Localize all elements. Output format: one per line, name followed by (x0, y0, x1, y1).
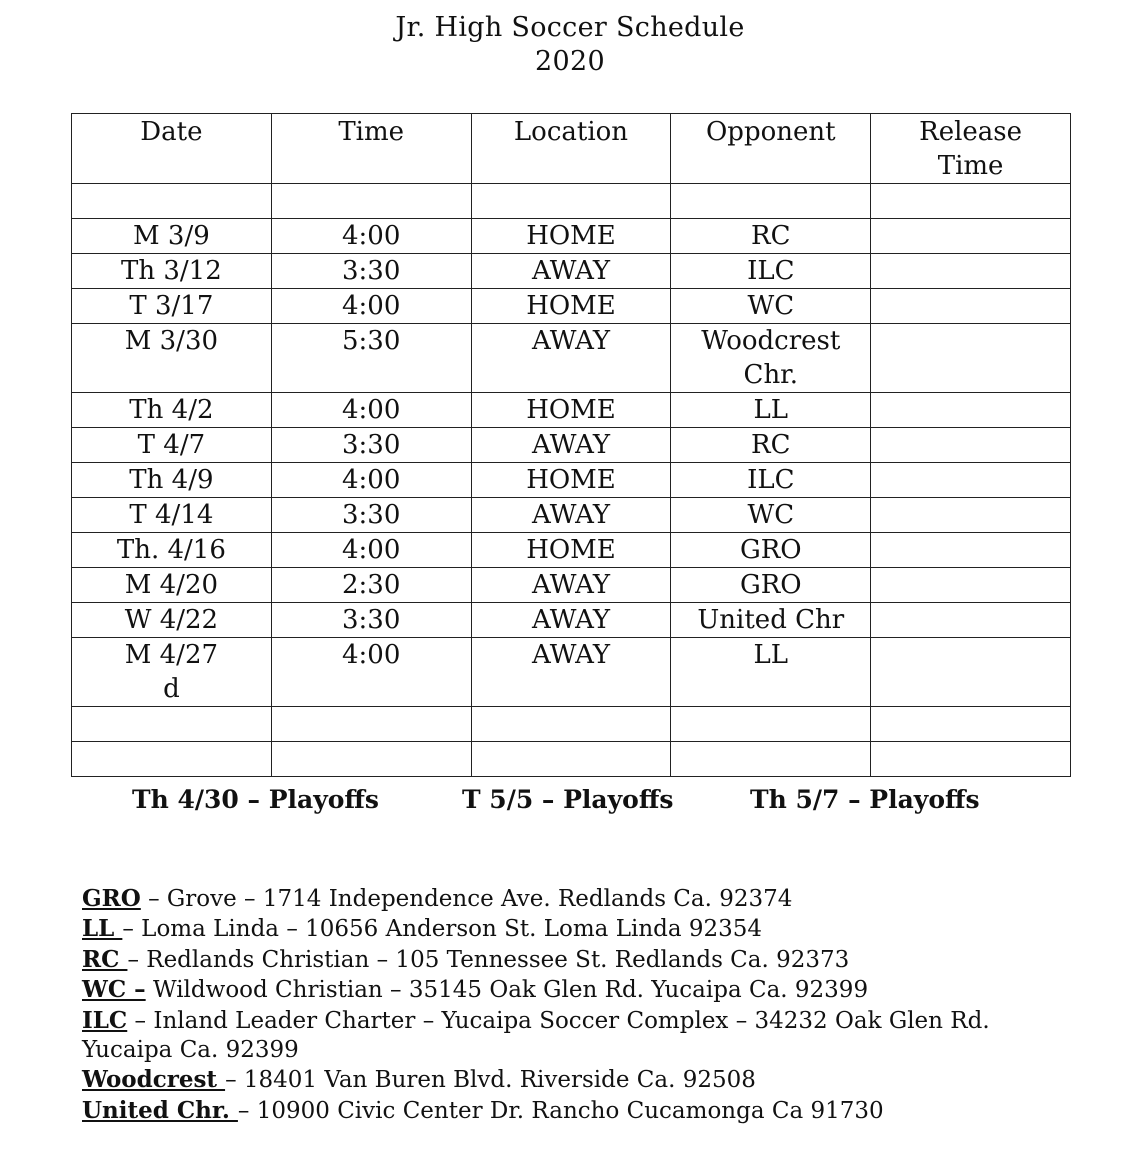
date-cell (72, 254, 272, 289)
date-cell-text: M 4/27 (124, 640, 219, 670)
release-time-cell (871, 498, 1071, 533)
empty-cell (871, 742, 1071, 777)
location-cell (471, 393, 671, 428)
school-legend (82, 884, 1082, 1126)
time-cell (271, 603, 471, 638)
opponent-cell-text: WC (747, 500, 795, 530)
playoff-note: Th 4/30 – Playoffs (132, 785, 379, 814)
date-cell (72, 498, 272, 533)
location-cell-text: AWAY (531, 256, 611, 286)
release-time-cell (871, 428, 1071, 463)
school-code: United Chr. (82, 1096, 238, 1124)
location-cell (471, 498, 671, 533)
date-header (72, 114, 272, 184)
opponent-cell-text: RC (751, 430, 791, 460)
game-row (72, 463, 1071, 498)
release-time-cell (871, 254, 1071, 289)
empty-cell (271, 707, 471, 742)
time-cell-text: 3:30 (342, 605, 401, 635)
time-cell-text: 2:30 (342, 570, 401, 600)
release-time-header (871, 114, 1071, 184)
school-code: LL (82, 915, 123, 943)
location-cell-text: AWAY (531, 570, 611, 600)
school-address: – Redlands Christian – 105 Tennessee St. Redlands Ca. 92373 (127, 946, 850, 973)
date-cell-text: T 4/7 (137, 430, 206, 460)
school-code: GRO (82, 885, 141, 912)
location-cell (471, 638, 671, 707)
time-cell (271, 533, 471, 568)
opponent-cell (671, 428, 871, 463)
empty-cell (871, 707, 1071, 742)
header-label: Release (919, 117, 1023, 147)
header-label: Date (140, 117, 203, 147)
opponent-cell (671, 533, 871, 568)
location-cell-text: AWAY (531, 605, 611, 635)
game-row (72, 254, 1071, 289)
date-cell-text: d (163, 674, 180, 704)
release-time-cell (871, 638, 1071, 707)
opponent-cell-text: ILC (747, 465, 795, 495)
opponent-cell (671, 324, 871, 393)
time-cell-text: 3:30 (342, 500, 401, 530)
legend-entry (82, 1096, 1082, 1126)
location-header (471, 114, 671, 184)
game-row (72, 638, 1071, 707)
release-time-cell (871, 533, 1071, 568)
location-cell (471, 219, 671, 254)
opponent-cell-text: GRO (739, 535, 802, 565)
page-subtitle-year: 2020 (535, 46, 605, 77)
time-cell (271, 568, 471, 603)
location-cell (471, 428, 671, 463)
location-cell (471, 324, 671, 393)
school-code: RC (82, 945, 128, 973)
legend-entry (82, 1065, 1082, 1095)
empty-cell (471, 184, 671, 219)
date-cell (72, 463, 272, 498)
date-cell (72, 324, 272, 393)
game-row (72, 533, 1071, 568)
opponent-cell-text: Woodcrest (701, 326, 841, 356)
schedule-body (72, 184, 1071, 777)
release-time-cell (871, 393, 1071, 428)
opponent-cell-text: GRO (739, 570, 802, 600)
empty-cell (471, 742, 671, 777)
schedule-table (71, 113, 1071, 777)
school-address: – 10900 Civic Center Dr. Rancho Cucamonga Ca 91730 (237, 1097, 884, 1124)
location-cell (471, 254, 671, 289)
opponent-cell (671, 219, 871, 254)
time-cell-text: 4:00 (342, 465, 401, 495)
date-cell (72, 638, 272, 707)
empty-cell (271, 742, 471, 777)
opponent-cell (671, 289, 871, 324)
school-address: Wildwood Christian – 35145 Oak Glen Rd. Yucaipa Ca. 92399 (145, 977, 869, 1004)
time-cell-text: 4:00 (342, 640, 401, 670)
time-cell-text: 4:00 (342, 535, 401, 565)
header-label: Time (937, 151, 1004, 181)
opponent-cell-text: LL (753, 395, 789, 425)
date-cell-text: M 4/20 (124, 570, 219, 600)
opponent-cell (671, 638, 871, 707)
release-time-cell (871, 568, 1071, 603)
school-address: – Inland Leader Charter – Yucaipa Soccer Complex – 34232 Oak Glen Rd. (127, 1007, 990, 1034)
game-row (72, 219, 1071, 254)
release-time-cell (871, 289, 1071, 324)
release-time-cell (871, 463, 1071, 498)
header-label: Opponent (705, 117, 836, 147)
location-cell-text: HOME (526, 535, 616, 565)
legend-entry (82, 975, 1082, 1005)
date-cell-text: M 3/30 (124, 326, 219, 356)
location-cell (471, 603, 671, 638)
location-cell-text: AWAY (531, 430, 611, 460)
date-cell (72, 393, 272, 428)
game-row (72, 498, 1071, 533)
game-row (72, 568, 1071, 603)
school-address: – Grove – 1714 Independence Ave. Redlands Ca. 92374 (140, 886, 793, 912)
date-cell-text: T 3/17 (129, 291, 214, 321)
blank-row (72, 742, 1071, 777)
page-title: Jr. High Soccer Schedule (395, 12, 745, 43)
legend-entry (82, 884, 1082, 914)
location-cell (471, 533, 671, 568)
release-time-cell (871, 219, 1071, 254)
date-cell (72, 428, 272, 463)
opponent-cell (671, 463, 871, 498)
table-header-row (72, 114, 1071, 184)
playoff-note: T 5/5 – Playoffs (462, 785, 674, 814)
date-cell-text: Th 3/12 (121, 256, 222, 286)
time-cell (271, 498, 471, 533)
empty-cell (671, 742, 871, 777)
legend-entry (82, 945, 1082, 975)
game-row (72, 603, 1071, 638)
legend-entry (82, 1006, 1082, 1036)
time-cell-text: 4:00 (342, 221, 401, 251)
empty-cell (871, 184, 1071, 219)
release-time-cell (871, 324, 1071, 393)
opponent-cell (671, 254, 871, 289)
empty-cell (72, 184, 272, 219)
empty-cell (671, 707, 871, 742)
playoff-note: Th 5/7 – Playoffs (750, 785, 980, 814)
location-cell-text: HOME (526, 465, 616, 495)
school-address: – Loma Linda – 10656 Anderson St. Loma Linda 92354 (122, 916, 763, 943)
school-code: ILC (82, 1006, 128, 1034)
opponent-cell-text: United Chr (697, 605, 845, 635)
time-cell-text: 4:00 (342, 395, 401, 425)
date-cell (72, 289, 272, 324)
opponent-cell (671, 568, 871, 603)
time-cell-text: 3:30 (342, 256, 401, 286)
game-row (72, 393, 1071, 428)
location-cell-text: HOME (526, 395, 616, 425)
school-code: Woodcrest (82, 1066, 226, 1094)
time-cell (271, 289, 471, 324)
empty-cell (72, 742, 272, 777)
school-address: Yucaipa Ca. 92399 (82, 1037, 299, 1064)
empty-cell (471, 707, 671, 742)
date-cell-text: W 4/22 (124, 605, 219, 635)
date-cell-text: T 4/14 (129, 500, 214, 530)
location-cell (471, 289, 671, 324)
school-code: WC – (82, 976, 146, 1004)
opponent-cell-text: ILC (747, 256, 795, 286)
date-cell-text: Th. 4/16 (116, 535, 226, 565)
location-cell (471, 463, 671, 498)
legend-entry (82, 1036, 1082, 1065)
time-cell (271, 219, 471, 254)
time-cell-text: 5:30 (342, 326, 401, 356)
time-cell (271, 324, 471, 393)
blank-row (72, 707, 1071, 742)
time-header (271, 114, 471, 184)
opponent-cell (671, 498, 871, 533)
opponent-cell (671, 393, 871, 428)
location-cell-text: AWAY (531, 326, 611, 356)
legend-entry (82, 914, 1082, 944)
empty-cell (72, 707, 272, 742)
opponent-cell-text: RC (751, 221, 791, 251)
location-cell-text: AWAY (531, 640, 611, 670)
game-row (72, 428, 1071, 463)
date-cell (72, 219, 272, 254)
time-cell (271, 428, 471, 463)
time-cell (271, 393, 471, 428)
header-label: Location (513, 117, 629, 147)
location-cell-text: AWAY (531, 500, 611, 530)
location-cell-text: HOME (526, 221, 616, 251)
opponent-cell-text: Chr. (743, 360, 799, 390)
header-label: Time (338, 117, 405, 147)
time-cell (271, 638, 471, 707)
game-row (72, 324, 1071, 393)
date-cell (72, 603, 272, 638)
time-cell (271, 463, 471, 498)
time-cell-text: 3:30 (342, 430, 401, 460)
date-cell (72, 568, 272, 603)
date-cell-text: M 3/9 (133, 221, 210, 251)
opponent-cell-text: LL (753, 640, 789, 670)
time-cell-text: 4:00 (342, 291, 401, 321)
empty-cell (271, 184, 471, 219)
blank-row (72, 184, 1071, 219)
date-cell-text: Th 4/2 (129, 395, 214, 425)
school-address: – 18401 Van Buren Blvd. Riverside Ca. 92508 (225, 1067, 756, 1094)
location-cell (471, 568, 671, 603)
game-row (72, 289, 1071, 324)
opponent-header (671, 114, 871, 184)
opponent-cell-text: WC (747, 291, 795, 321)
location-cell-text: HOME (526, 291, 616, 321)
date-cell (72, 533, 272, 568)
release-time-cell (871, 603, 1071, 638)
time-cell (271, 254, 471, 289)
date-cell-text: Th 4/9 (129, 465, 214, 495)
opponent-cell (671, 603, 871, 638)
empty-cell (671, 184, 871, 219)
